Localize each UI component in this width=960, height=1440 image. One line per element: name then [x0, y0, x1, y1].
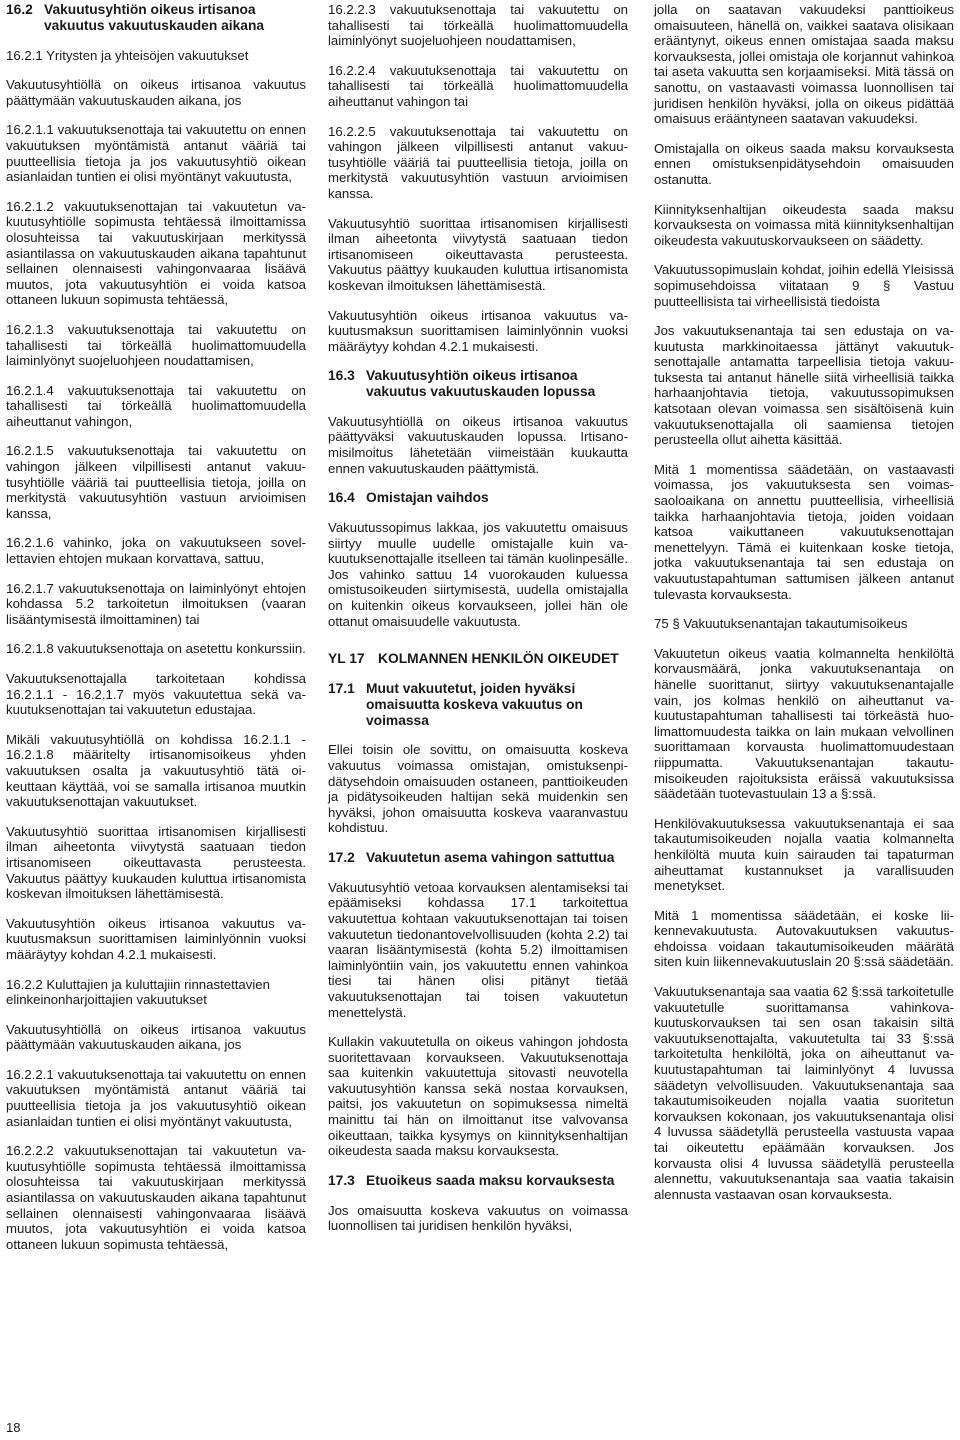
- paragraph: Vakuutusyhtiö vetoaa korvauksen alentamiseksi tai epäämiseksi kohdassa 17.1 tarkoitettua vakuutettua kohtaan vakuutuksenottajan tai toisen vakuutetun tiedonantovelvollisuuden (kohta 2.2) tai vaaran lisääntymisestä (kohta 5.2) ilmoittamisen laiminlyöntiin vain, jos vakuutettu ennen vahinkoa tiesi tai hänen olisi pitänyt tietää vakuutuksenottajan tai toisen vakuutetun menettelystä.: [328, 879, 628, 1020]
- section-heading-17-2: [328, 850, 628, 866]
- paragraph: Vakuutussopimuslain kohdat, joihin edellä Yleisissä sopimusehdoissa viitataan 9 § Vastuu puutteellisista tai virheellisistä tiedoista: [654, 262, 954, 309]
- paragraph: 16.2.2.4 vakuutuksenottaja tai vakuutettu on tahallisesti tai törkeällä huolimattomuudella aiheuttanut vahingon tai: [328, 62, 628, 109]
- paragraph: Jos vakuutuksenantaja tai sen edustaja on vakuutusta markkinoitaessa jättänyt vakuutuksenottajalle antamatta tarpeellisia tietoja vakuutuksesta tai antanut hänelle siitä virheellisiä taikka harhaanjohtavia tietoja, vakuutussopimuksen katsotaan olevan voimassa sen sisältöisenä kuin vakuutuksenottajalla oli saamiensa tietojen perusteella ollut aihetta käsittää.: [654, 323, 954, 448]
- heading-title: Muut vakuutetut, joiden hyväksi omaisuutta koskeva vakuutus on voimassa: [366, 681, 583, 728]
- paragraph: Mikäli vakuutusyhtiöllä on kohdissa 16.2.1.1 - 16.2.1.8 määritelty irtisanomisoikeus yhden vakuutuksen osalta ja vakuutusyhtiö tätä oikeuttaan käyttää, voi se samalla irtisanoa muutkin vakuutuksenottajan vakuutukset.: [6, 731, 306, 810]
- section-heading-16-3: [328, 368, 628, 400]
- heading-number: 16.2: [6, 2, 33, 17]
- paragraph: 16.2.1.3 vakuutuksenottaja tai vakuutettu on tahallisesti tai törkeällä huolimattomuudella laiminlyönyt suojeluohjeen noudattamisen,: [6, 321, 306, 369]
- paragraph: Vakuutuksenantaja saa vaatia 62 §:ssä tarkoitetulle vakuutetulle suorittamansa vahinkovakuutuskorvauksen tai sen osan takaisin siltä vakuutuksenottajalta, vakuutetulta tai 33 §:ssä tarkoitetulta henkilöltä, joka on aiheuttanut vakuutustapahtuman tai laiminlyönyt 4 luvussa säädetyn velvollisuuden. Vakuutuksenantaja saa takautumisoikeuden nojalla vaatia suoritetun korvauksen kokonaan, jos vakuutuksenantaja olisi 4 luvussa säädetyllä perusteella vastuusta vapaa tai oikeutettu epäämään korvauksen. Jos korvausta olisi 4 luvussa säädetyllä perusteella alennettu, vakuutuksenantaja saa vaatia takaisin alennusta vastaavan osan korvauksesta.: [654, 984, 954, 1202]
- paragraph: Vakuutusyhtiön oikeus irtisanoa vakuutus vakuutusmaksun suorittamisen laiminlyönnin vuoksi määräytyy kohdan 4.2.1 mukaisesti.: [328, 307, 628, 354]
- heading-title: Vakuutusyhtiön oikeus irtisanoa vakuutus vakuutuskauden aikana: [44, 2, 265, 33]
- column-middle: [328, 2, 628, 1248]
- heading-title: Omistajan vaihdos: [366, 490, 489, 506]
- heading-number: YL 17: [328, 651, 365, 667]
- paragraph: 16.2.2.2 vakuutuksenottajan tai vakuutetun vakuutusyhtiölle sopimusta tehtäessä ilmoittamissa olosuhteissa tai vakuutuskirjaan merkityssä asiantilassa on vakuutuskauden aikana tapahtunut sellainen olennaisesti vahingonvaaraa lisäävä muutos, jota vakuutusyhtiön ei voida katsoa ottaneen lukuun sopimusta tehtäessä,: [6, 1143, 306, 1252]
- paragraph: Vakuutussopimus lakkaa, jos vakuutettu omaisuus siirtyy muulle uudelle omistajalle kuin vakuutuksenottajalle itselleen tai tämän kuolinpesälle. Jos vahinko sattuu 14 vuorokauden kuluessa omistusoikeuden siirtymisestä, uudella omistajalla on kuitenkin oikeus korvaukseen, jollei hän ole ottanut omaisuudelle vakuutusta.: [328, 520, 628, 629]
- paragraph: Mitä 1 momentissa säädetään, on vastaavasti voimassa, jos vakuutuksesta sen voimassaoloaikana on annettu puutteellisia, virheellisiä taikka harhaanjohtavia tietoja, joiden voidaan katsoa vaikuttaneen vakuutuksenottajan menettelyyn. Tämä ei kuitenkaan koske tietoja, jotka vakuutuksenantaja tai sen edustaja on vakuutustapahtuman sattumisen jälkeen antanut tulevasta korvauksesta.: [654, 461, 954, 602]
- column-right: [654, 2, 954, 1216]
- subheading-16-2-2: 16.2.2 Kuluttajien ja kuluttajiin rinnastettavien elinkeinonharjoittajien vakuutukset: [6, 976, 270, 1008]
- paragraph: 16.2.2.5 vakuutuksenottaja tai vakuutettu on vahingon jälkeen vilpillisesti antanut vakuutusyhtiölle vääriä tai puutteellisia tietoja, joilla on merkitystä vakuutusyhtiön vastuun arvioimisen kanssa.: [328, 123, 628, 201]
- heading-title: Vakuutusyhtiön oikeus irtisanoa vakuutus vakuutuskauden lopussa: [366, 368, 596, 400]
- paragraph: 16.2.1.4 vakuutuksenottaja tai vakuutettu on tahallisesti tai törkeällä huolimattomuudella aiheuttanut vahingon,: [6, 382, 306, 429]
- section-heading-16-4: [328, 490, 628, 506]
- paragraph: Vakuutuksenottajalla tarkoitetaan kohdissa 16.2.1.1 - 16.2.1.7 myös vakuutettua sekä vakuutuksenottajan tai vakuutetun edustajaa.: [6, 671, 306, 718]
- paragraph: 16.2.2.1 vakuutuksenottaja tai vakuutettu on ennen vakuutuksen myöntämistä antanut vääriä tai puutteellisia tietoja ja jos vakuutusyhtiö oikean asianlaidan tuntien ei olisi myöntänyt vakuutusta,: [6, 1066, 306, 1129]
- paragraph: Jos omaisuutta koskeva vakuutus on voimassa luonnollisen tai juridisen henkilön hyväksi,: [328, 1202, 628, 1234]
- paragraph: Ellei toisin ole sovittu, on omaisuutta koskeva vakuutus voimassa omistajan, omistuksenpidätysehdoin omaisuuden ostaneen, panttioikeuden ja pidätysoikeuden haltijan sekä muidenkin sen hyväksi, johon omaisuutta koskeva vaaranvastuu kohdistuu.: [328, 742, 628, 836]
- paragraph: 16.2.1.7 vakuutuksenottaja on laiminlyönyt ehtojen kohdassa 5.2 tarkoitetun ilmoituksen (vaaran lisääntymisestä ilmoittaminen) tai: [6, 580, 306, 627]
- heading-title: Vakuutetun asema vahingon sattuttua: [366, 849, 615, 865]
- paragraph: Vakuutusyhtiö suorittaa irtisanomisen kirjallisesti ilman aiheetonta viivytystä saatuaan tiedon irtisanomiseen oikeuttavasta perusteesta. Vakuutus päättyy kuukauden kuluttua irtisanomista koskevan ilmoituksen lähettämisestä.: [6, 823, 306, 902]
- paragraph: Vakuutusyhtiöllä on oikeus irtisanoa vakuutus päättyväksi vakuutuskauden lopussa. Irtisanomisilmoitus lähetetään viimeistään kuukautta ennen vakuutuskauden päättymistä.: [328, 413, 628, 476]
- paragraph: Mitä 1 momentissa säädetään, ei koske liikennevakuutusta. Autovakuutuksen vakuutusehdoissa voidaan takautumisoikeuden määrätä siten kuin liikennevakuutuslain 20 §:ssä säädetään.: [654, 907, 954, 970]
- paragraph: Vakuutetun oikeus vaatia kolmannelta henkilöltä korvausmäärä, jonka vakuutuksenantaja on hänelle suorittanut, siirtyy vakuutuksenantajalle vain, jos kolmas henkilö on aiheuttanut vakuutustapahtuman tahallisesti tai törkeästä huolimattomuudesta taikka on lain mukaan velvollinen suorittamaan korvausta huolimattomuudestaan riippumatta. Vakuutuksenantajan takautumisoikeuden rajoituksista eräissä vakuutuksissa säädetään tuotevastuulain 13 a §:ssä.: [654, 645, 954, 802]
- paragraph: 16.2.1.5 vakuutuksenottaja tai vakuutettu on vahingon jälkeen vilpillisesti antanut vakuutusyhtiölle vääriä tai puutteellisia tietoja, joilla on merkitystä vakuutusyhtiön vastuun arvioimisen kanssa,: [6, 443, 306, 521]
- paragraph: Kiinnityksenhaltijan oikeudesta saada maksu korvauksesta on voimassa mitä kiinnityksenhaltijan oikeudesta vakuutuskorvaukseen on säädetty.: [654, 201, 954, 248]
- paragraph: 16.2.1.6 vahinko, joka on vakuutukseen sovellettavien ehtojen mukaan korvattava, sattuu,: [6, 535, 306, 567]
- subheading-75: 75 § Vakuutuksenantajan takautumisoikeus: [654, 616, 908, 632]
- paragraph: Vakuutusyhtiön oikeus irtisanoa vakuutus vakuutusmaksun suorittamisen laiminlyönnin vuoksi määräytyy kohdan 4.2.1 mukaisesti.: [6, 915, 306, 962]
- heading-number: 16.3: [328, 368, 355, 384]
- paragraph: Henkilövakuutuksessa vakuutuksenantaja ei saa takautumisoikeuden nojalla vaatia kolmannelta henkilöltä muuta kuin sairauden tai tapaturman aiheuttamat kustannukset ja varallisuuden menetykset.: [654, 815, 954, 894]
- subheading-16-2-1: 16.2.1 Yritysten ja yhteisöjen vakuutukset: [6, 47, 249, 63]
- paragraph: Omistajalla on oikeus saada maksu korvauksesta ennen omistuksenpidätysehdoin omaisuuden ostanutta.: [654, 140, 954, 187]
- heading-number: 17.2: [328, 849, 355, 865]
- heading-number: 17.3: [328, 1172, 355, 1188]
- heading-title: KOLMANNEN HENKILÖN OIKEUDET: [378, 651, 619, 667]
- paragraph: 16.2.1.2 vakuutuksenottajan tai vakuutetun vakuutusyhtiölle sopimusta tehtäessä ilmoittamissa olosuhteissa tai vakuutuskirjaan merkityssä asiantilassa on vakuutuskauden aikana tapahtunut sellainen olennaisesti vahingonvaaraa lisäävä muutos, jota vakuutusyhtiön ei voida katsoa ottaneen lukuun sopimusta tehtäessä,: [6, 198, 306, 308]
- paragraph: Vakuutusyhtiöllä on oikeus irtisanoa vakuutus päättymään vakuutuskauden aikana, jos: [6, 1021, 306, 1053]
- section-heading-yl-17: [328, 651, 628, 667]
- paragraph: 16.2.1.1 vakuutuksenottaja tai vakuutettu on ennen vakuutuksen myöntämistä antanut vääriä tai puutteellisia tietoja ja jos vakuutusyhtiö oikean asianlaidan tuntien ei olisi myöntänyt vakuutusta,: [6, 122, 306, 185]
- page-number: 18: [6, 1420, 21, 1435]
- column-left: [6, 2, 306, 1266]
- heading-title: Etuoikeus saada maksu korvauksesta: [366, 1172, 615, 1188]
- heading-number: 16.4: [328, 490, 355, 506]
- section-heading-17-3: [328, 1173, 628, 1189]
- paragraph: 16.2.1.8 vakuutuksenottaja on asetettu konkurssiin.: [6, 641, 306, 657]
- paragraph: Kullakin vakuutetulla on oikeus vahingon johdosta suoritettavaan korvaukseen. Vakuutuksenottaja saa kuitenkin vakuutettuja sitovasti neuvotella vakuutusyhtiön kanssa sekä nostaa korvauksen, paitsi, jos vakuutetun on sopimuksessa nimeltä mainittu tai hän on ilmoittanut itse valvovansa oikeuttaan, taikka kysymys on kiinnityksenhaltijan oikeudesta saada maksu korvauksesta.: [328, 1034, 628, 1159]
- section-heading-16-2: [6, 2, 306, 34]
- paragraph: Vakuutusyhtiöllä on oikeus irtisanoa vakuutus päättymään vakuutuskauden aikana, jos: [6, 77, 306, 108]
- paragraph: Vakuutusyhtiö suorittaa irtisanomisen kirjallisesti ilman aiheetonta viivytystä saatuaan tiedon irtisanomiseen oikeuttavasta perusteesta. Vakuutus päättyy kuukauden kuluttua irtisanomista koskevan ilmoituksen lähettämisestä.: [328, 215, 628, 293]
- section-heading-17-1: [328, 681, 628, 728]
- heading-number: 17.1: [328, 681, 355, 696]
- paragraph: jolla on saatavan vakuudeksi panttioikeus omaisuuteen, hänellä on, vaikkei saatava olisikaan erääntynyt, oikeus ennen omistajaa saada maksu korvauksesta, jollei omistaja ole korjannut vahinkoa tai aseta vakuutta sen korjaamiseksi. Mitä tässä on sanottu, on vastaavasti voimassa luonnollisen tai juridisen henkilön hyväksi, jolla on oikeus pidättää omaisuus erääntyneen saatavan vakuudeksi.: [654, 2, 954, 127]
- paragraph: 16.2.2.3 vakuutuksenottaja tai vakuutettu on tahallisesti tai törkeällä huolimattomuudella laiminlyönyt suojeluohjeen noudattamisen,: [328, 2, 628, 49]
